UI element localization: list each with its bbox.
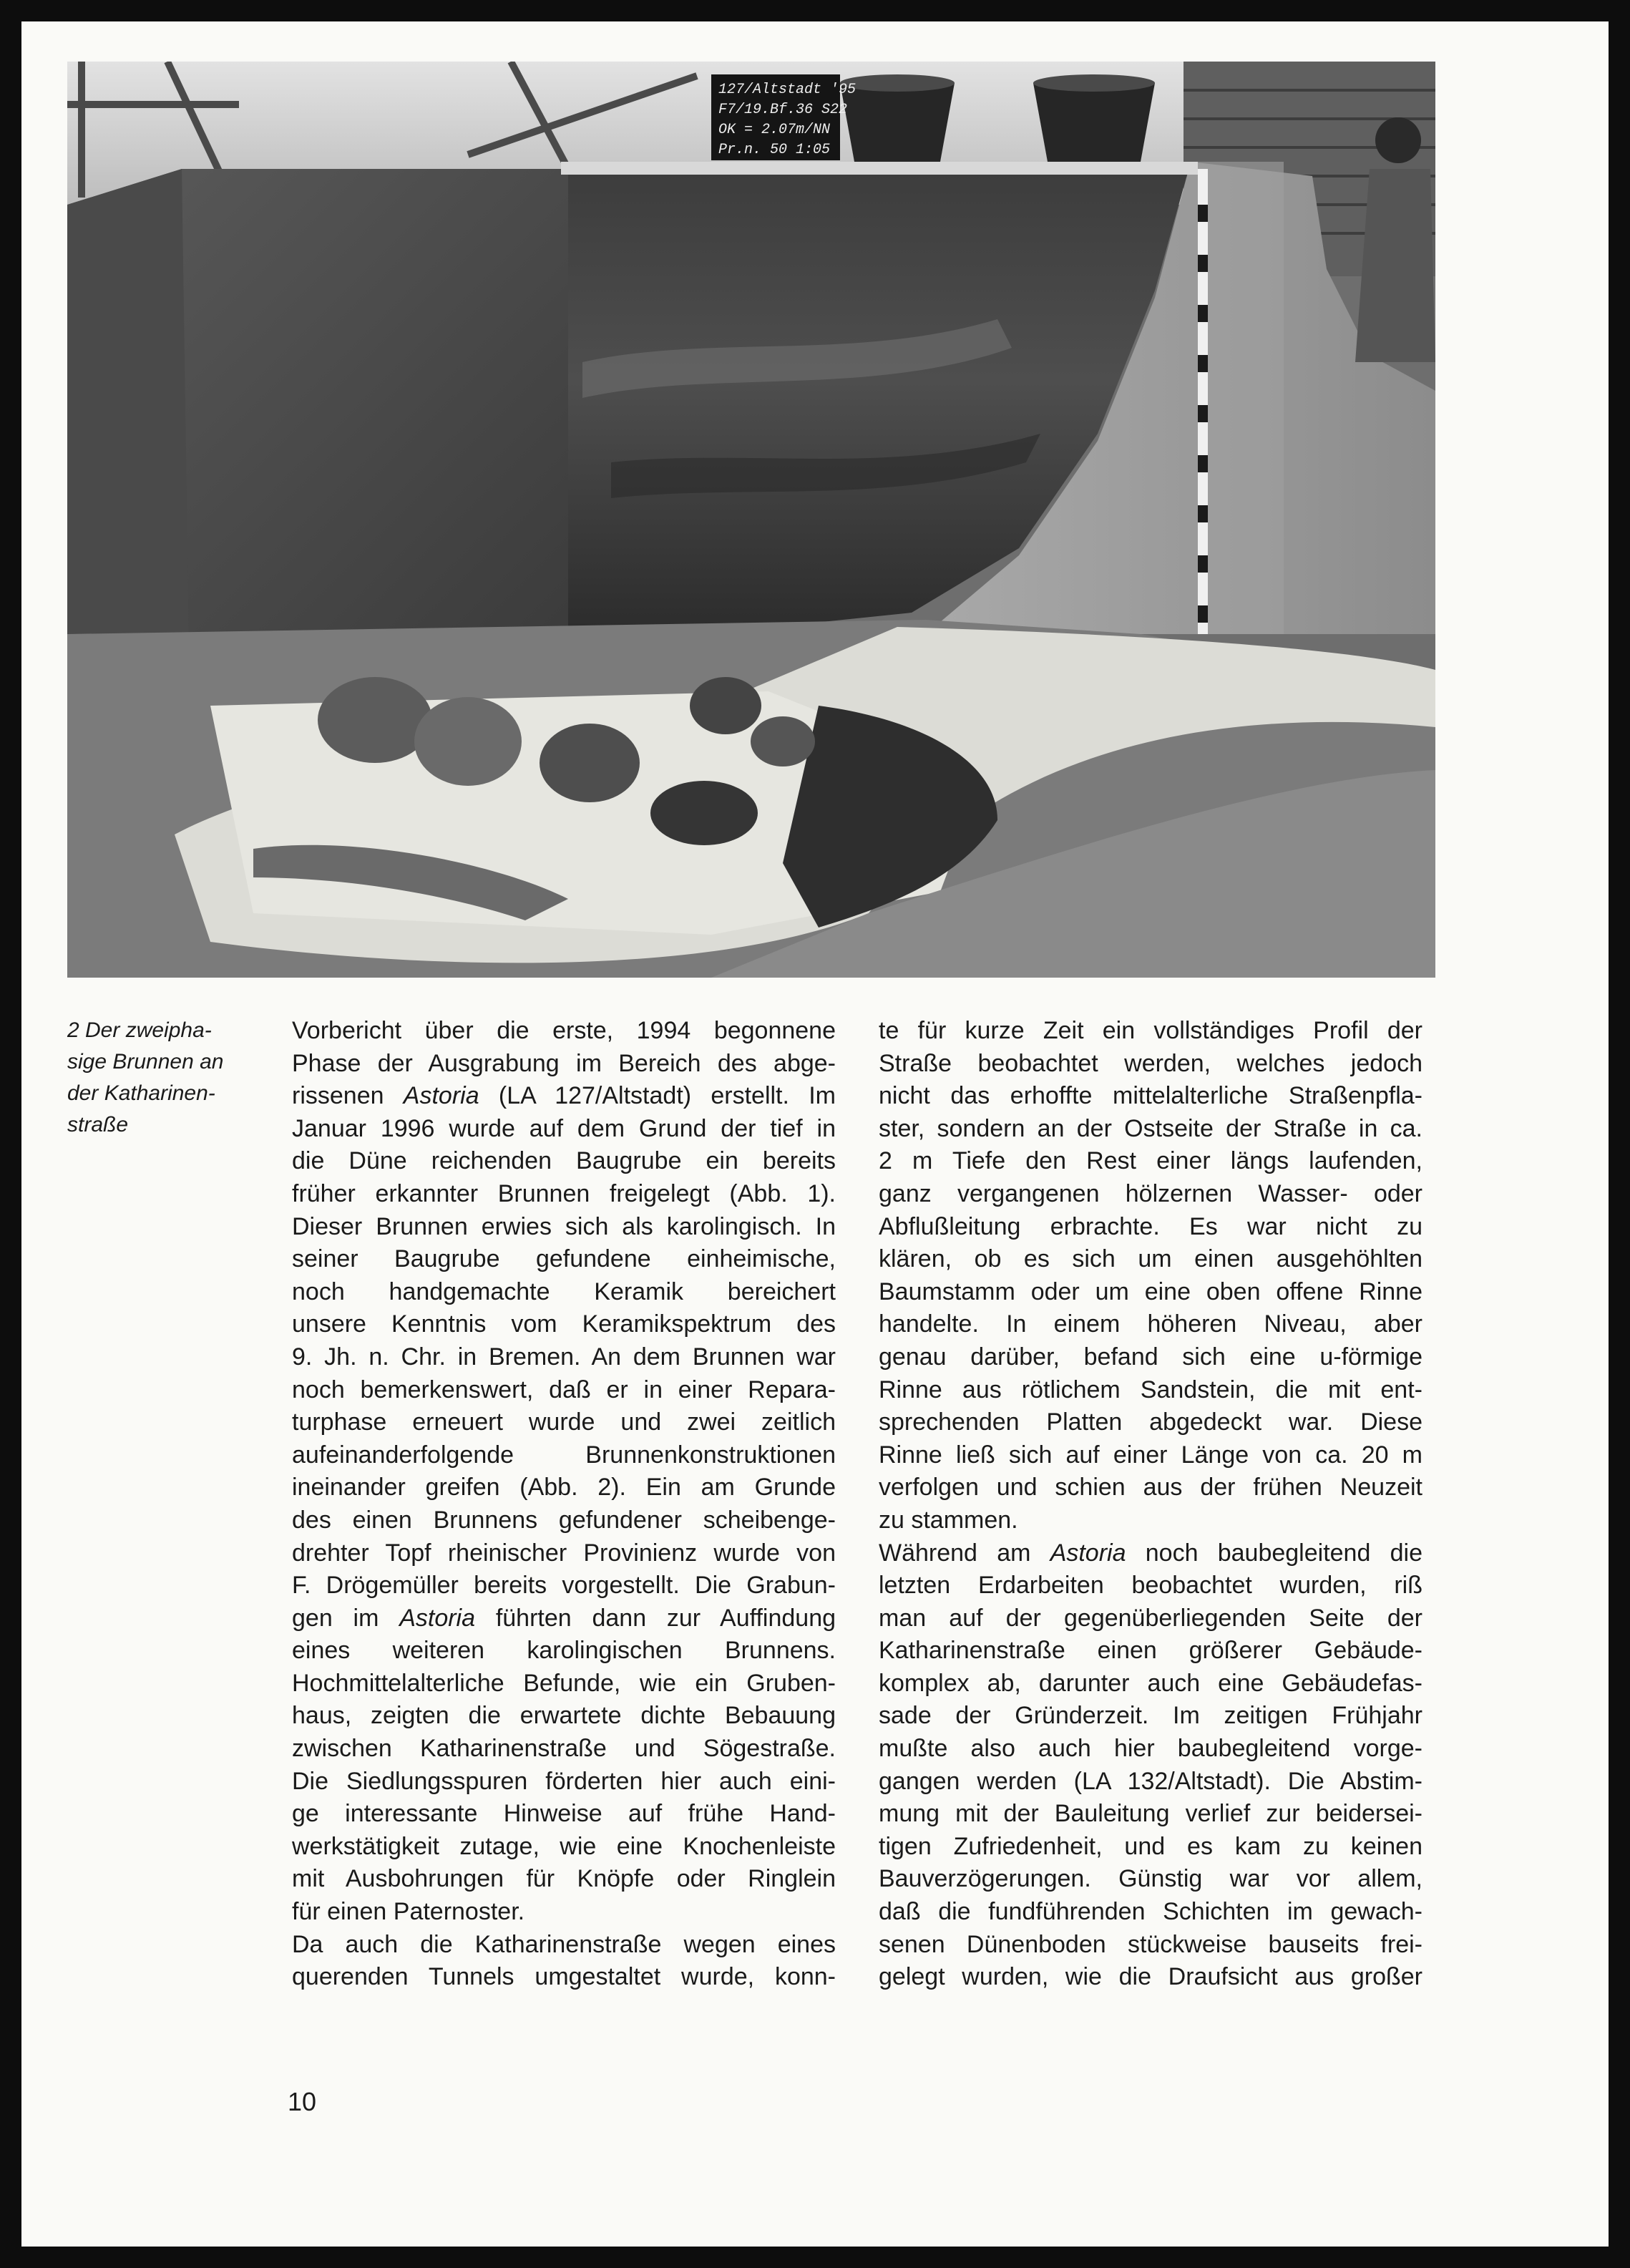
text-line [879,1048,1422,1081]
site-label-line: F7/19.Bf.36 S22 [718,102,848,118]
text-line [879,1406,1422,1439]
text-line [292,1831,836,1864]
site-label-line: Pr.n. 50 1:05 [718,142,831,158]
text-line [879,1178,1422,1211]
text-line [879,1537,1422,1570]
text-line [879,1080,1422,1113]
text-line [879,1569,1422,1602]
text-segment: sprechenden Platten abgedeckt war. Diese [879,1408,1422,1436]
text-line [292,1700,836,1733]
text-line [879,1439,1422,1472]
well-excavation-image [67,62,1435,978]
text-segment: mußte also auch hier baubegleitend vorge- [879,1735,1422,1763]
text-line [292,1733,836,1766]
text-line [292,1080,836,1113]
text-line [879,1896,1422,1929]
text-segment: 2 m Tiefe den Rest einer längs laufenden, [879,1147,1422,1175]
text-line [879,1015,1422,1048]
text-line [879,1243,1422,1276]
text-line [292,1961,836,1994]
text-segment: seiner Baugrube gefundene einheimische, [292,1245,836,1273]
text-segment: Vorbericht über die erste, 1994 begonnene [292,1017,836,1044]
text-segment: drehter Topf rheinischer Provinienz wurde von [292,1539,836,1567]
text-segment: führten dann zur Auffindung [475,1604,836,1632]
text-segment: haus, zeigten die erwartete dichte Bebauung [292,1702,836,1730]
text-line [879,1863,1422,1896]
text-line [879,1766,1422,1799]
text-line [292,1668,836,1700]
text-line [292,1276,836,1309]
text-line [292,1439,836,1472]
text-line [292,1929,836,1962]
text-line [292,1602,836,1635]
text-segment: Katharinenstraße einen größerer Gebäude- [879,1637,1422,1665]
text-segment: mit Ausbohrungen für Knöpfe oder Ringlein [292,1865,836,1893]
text-line [292,1569,836,1602]
text-segment: Phase der Ausgrabung im Bereich des abge- [292,1049,836,1077]
text-line [292,1635,836,1668]
text-segment: sade der Gründerzeit. Im zeitigen Frühjahr [879,1702,1422,1730]
text-line [879,1961,1422,1994]
text-segment: letzten Erdarbeiten beobachtet wurden, riß [879,1572,1422,1600]
text-line [292,1211,836,1244]
excavation-photo [67,62,1435,978]
text-line [292,1863,836,1896]
text-segment: für einen Paternoster. [292,1898,525,1926]
text-segment: des einen Brunnens gefundener scheibenge- [292,1506,836,1534]
text-line [292,1406,836,1439]
text-segment: te für kurze Zeit ein vollständiges Profil der [879,1017,1422,1044]
text-line [292,1766,836,1799]
text-segment: Während am [879,1539,1050,1567]
text-line [292,1243,836,1276]
text-line [292,1896,836,1929]
text-line [292,1048,836,1081]
text-segment: nicht das erhoffte mittelalterliche Straßenpfla- [879,1082,1422,1110]
text-segment: die Düne reichenden Baugrube ein bereits [292,1147,836,1175]
italic-term: Astoria [399,1604,476,1632]
text-segment: Dieser Brunnen erwies sich als karolingisch. In [292,1212,836,1240]
page-number: 10 [288,2087,317,2116]
text-segment: 9. Jh. n. Chr. in Bremen. An dem Brunnen war [292,1343,836,1371]
caption-line: 2 Der zweipha- [67,1018,212,1042]
text-segment: Rinne aus rötlichem Sandstein, die mit ent- [879,1376,1422,1403]
text-column-right [879,1015,1422,1994]
caption-line: der Katharinen- [67,1081,215,1105]
text-segment: genau darüber, befand sich eine u-förmige [879,1343,1422,1371]
text-segment: Bauverzögerungen. Günstig war vor allem, [879,1865,1422,1893]
text-segment: früher erkannter Brunnen freigelegt (Abb. 1). [292,1179,836,1207]
text-segment: gangen werden (LA 132/Altstadt). Die Abstim- [879,1767,1422,1795]
text-segment: eines weiteren karolingischen Brunnens. [292,1637,836,1665]
text-segment: Hochmittelalterliche Befunde, wie ein Gruben- [292,1669,836,1697]
text-segment: senen Dünenboden stückweise bauseits frei- [879,1930,1422,1958]
text-segment: unsere Kenntnis vom Keramikspektrum des [292,1310,836,1338]
text-segment: ganz vergangenen hölzernen Wasser- oder [879,1179,1422,1207]
caption-line: straße [67,1113,129,1137]
text-line [292,1504,836,1537]
text-segment: Abflußleitung erbrachte. Es war nicht zu [879,1212,1422,1240]
figure-caption [67,1015,268,1141]
text-line [879,1733,1422,1766]
document-page [21,21,1609,2247]
text-line [292,1113,836,1146]
text-line [292,1308,836,1341]
text-segment: aufeinanderfolgende Brunnenkonstruktionen [292,1441,836,1469]
text-line [292,1471,836,1504]
text-segment: komplex ab, darunter auch eine Gebäudefas- [879,1669,1422,1697]
text-segment: handelte. In einem höheren Niveau, aber [879,1310,1422,1338]
text-line [879,1668,1422,1700]
text-segment: zu stammen. [879,1506,1018,1534]
text-line [292,1015,836,1048]
text-segment: Die Siedlungsspuren förderten hier auch eini- [292,1767,836,1795]
text-line [292,1374,836,1407]
text-column-left [292,1015,836,1994]
text-line [879,1113,1422,1146]
text-segment: Baumstamm oder um eine oben offene Rinne [879,1277,1422,1305]
text-line [879,1308,1422,1341]
text-line [879,1471,1422,1504]
text-line [879,1700,1422,1733]
text-line [879,1635,1422,1668]
text-segment: gelegt wurden, wie die Draufsicht aus großer [879,1963,1422,1991]
text-line [292,1341,836,1374]
italic-term: Astoria [403,1082,479,1110]
text-segment: gen im [292,1604,400,1632]
text-line [292,1145,836,1178]
text-segment: man auf der gegenüberliegenden Seite der [879,1604,1422,1632]
text-segment: mung mit der Bauleitung verlief zur beidersei- [879,1800,1422,1828]
site-label-line: OK = 2.07m/NN [718,122,831,138]
text-segment: ge interessante Hinweise auf frühe Hand- [292,1800,836,1828]
site-label-line: 127/Altstadt '95 [718,82,857,98]
text-segment: Straße beobachtet werden, welches jedoch [879,1049,1422,1077]
text-segment: tigen Zufriedenheit, und es kam zu keinen [879,1832,1422,1860]
text-line [879,1929,1422,1962]
text-line [879,1145,1422,1178]
text-segment: noch bemerkenswert, daß er in einer Repara- [292,1376,836,1403]
text-segment: querenden Tunnels umgestaltet wurde, konn- [292,1963,836,1991]
text-line [879,1798,1422,1831]
text-line [879,1831,1422,1864]
text-segment: verfolgen und schien aus der frühen Neuzeit [879,1474,1422,1502]
text-line [292,1537,836,1570]
text-segment: Rinne ließ sich auf einer Länge von ca. 20 m [879,1441,1422,1469]
caption-line: sige Brunnen an [67,1050,224,1074]
text-segment: klären, ob es sich um einen ausgehöhlten [879,1245,1422,1273]
text-segment: werkstätigkeit zutage, wie eine Knochenleiste [292,1832,836,1860]
text-line [879,1504,1422,1537]
text-segment: noch baubegleitend die [1126,1539,1422,1567]
text-segment: rissenen [292,1082,404,1110]
text-segment: Da auch die Katharinenstraße wegen eines [292,1930,836,1958]
text-segment: (LA 127/Altstadt) erstellt. Im [479,1082,836,1110]
text-segment: daß die fundführenden Schichten im gewach- [879,1898,1422,1926]
text-line [292,1798,836,1831]
text-segment: F. Drögemüller bereits vorgestellt. Die Grabun- [292,1572,836,1600]
text-line [292,1178,836,1211]
text-line [879,1211,1422,1244]
text-segment: ineinander greifen (Abb. 2). Ein am Grunde [292,1474,836,1502]
text-line [879,1276,1422,1309]
text-line [879,1374,1422,1407]
text-line [879,1341,1422,1374]
italic-term: Astoria [1050,1539,1126,1567]
text-segment: Januar 1996 wurde auf dem Grund der tief in [292,1114,836,1142]
text-segment: turphase erneuert wurde und zwei zeitlich [292,1408,836,1436]
text-segment: ster, sondern an der Ostseite der Straße in ca. [879,1114,1422,1142]
text-segment: zwischen Katharinenstraße und Sögestraße. [292,1735,836,1763]
text-segment: noch handgemachte Keramik bereichert [292,1277,836,1305]
text-line [879,1602,1422,1635]
